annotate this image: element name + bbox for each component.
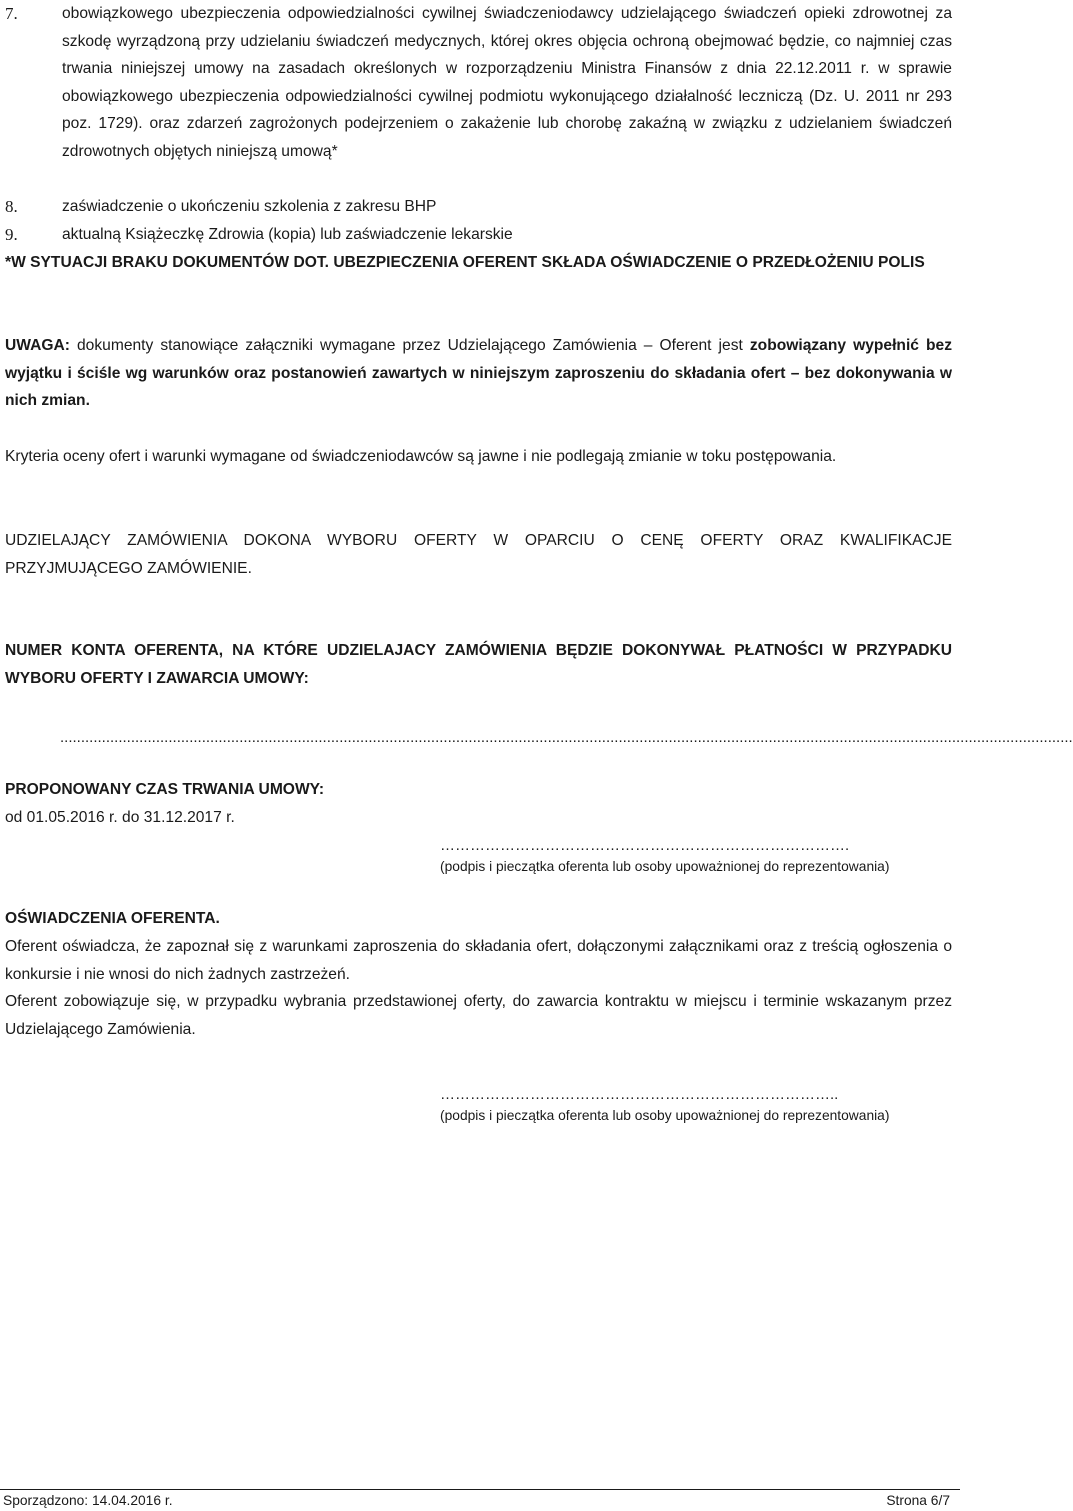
account-heading: NUMER KONTA OFERENTA, NA KTÓRE UDZIELAJACY ZAMÓWIENIA BĘDZIE DOKONYWAŁ PŁATNOŚCI W PRZYPADKU WYBORU OFERTY I ZAWARCIA UMOWY: — [5, 642, 952, 687]
declaration-1: Oferent oświadcza, że zapoznał się z warunkami zaproszenia do składania ofert, dołączonymi załącznikami oraz z treścią ogłoszenia o konkursie i nie wnosi do nich żadnych zastrzeżeń. — [5, 938, 952, 983]
criteria-paragraph: Kryteria oceny ofert i warunki wymagane od świadczeniodawców są jawne i nie podlegają zmianie w toku postępowania. — [5, 448, 837, 465]
list-number: 9. — [5, 225, 18, 244]
list-item-9 — [5, 221, 952, 249]
list-number: 7. — [5, 4, 18, 23]
signature-block-1 — [440, 836, 940, 878]
signature-line: ………………………………………………………………………. — [440, 837, 850, 854]
selection-paragraph: UDZIELAJĄCY ZAMÓWIENIA DOKONA WYBORU OFERTY W OPARCIU O CENĘ OFERTY ORAZ KWALIFIKACJE PRZYJMUJĄCEGO ZAMÓWIENIE. — [5, 532, 952, 577]
list-item-text: zaświadczenie o ukończeniu szkolenia z zakresu BHP — [62, 198, 437, 215]
warning-text: dokumenty stanowiące załączniki wymagane przez Udzielającego Zamówienia – Oferent jest — [69, 337, 750, 354]
list-item-text: obowiązkowego ubezpieczenia odpowiedzialności cywilnej świadczeniodawcy udzielającego świadczeń opieki zdrowotnej za szkodę wyrządzoną przy udzielaniu świadczeń medycznych, której okres objęcia ochroną obejmować będzie, co najmniej czas trwania niniejszej umowy na zasadach określonych w rozporządzeniu Ministra Finansów z dnia 22.12.2011 r. w sprawie obowiązkowego ubezpieczenia odpowiedzialności cywilnej podmiotu wykonującego działalność leczniczą (Dz. U. 2011 nr 293 poz. 1729). oraz zdarzeń zagrożonych podejrzeniem o zakażenie lub chorobę zakaźną w związku z udzielaniem świadczeń zdrowotnych objętych niniejszą umową* — [62, 5, 952, 160]
signature-line: …………………………………………………………………….. — [440, 1086, 839, 1103]
declaration-2: Oferent zobowiązuje się, w przypadku wybrania przedstawionej oferty, do zawarcia kontraktu w miejscu i terminie wskazanym przez Udzielającego Zamówienia. — [5, 993, 952, 1038]
declarations-heading: OŚWIADCZENIA OFERENTA. — [5, 910, 220, 927]
account-number-field: ................................................................................................................................................................................................................................................... — [60, 729, 1073, 746]
insurance-footnote: *W SYTUACJI BRAKU DOKUMENTÓW DOT. UBEZPIECZENIA OFERENT SKŁADA OŚWIADCZENIE O PRZEDŁOŻENIU POLIS — [5, 254, 925, 271]
duration-value: od 01.05.2016 r. do 31.12.2017 r. — [5, 809, 235, 826]
signature-caption: (podpis i pieczątka oferenta lub osoby upoważnionej do reprezentowania) — [440, 859, 890, 874]
signature-caption: (podpis i pieczątka oferenta lub osoby upoważnionej do reprezentowania) — [440, 1108, 890, 1123]
signature-block-2 — [440, 1085, 940, 1127]
footer-divider — [0, 1489, 960, 1490]
page-number: Strona 6/7 — [886, 1493, 950, 1508]
list-item-7 — [5, 0, 952, 166]
footer-date: Sporządzono: 14.04.2016 r. — [3, 1493, 173, 1508]
list-item-text: aktualną Książeczkę Zdrowia (kopia) lub zaświadczenie lekarskie — [62, 226, 513, 243]
list-item-8 — [5, 193, 952, 221]
warning-label: UWAGA: — [5, 337, 70, 354]
list-number: 8. — [5, 197, 18, 216]
warning-paragraph — [5, 332, 952, 415]
duration-heading: PROPONOWANY CZAS TRWANIA UMOWY: — [5, 781, 325, 798]
warning-emphasis: zobowiązany wypełnić bez wyjątku i ściśle wg warunków oraz postanowień zawartych w niniejszym zaproszeniu do składania ofert – bez dokonywania w nich zmian. — [5, 337, 952, 410]
